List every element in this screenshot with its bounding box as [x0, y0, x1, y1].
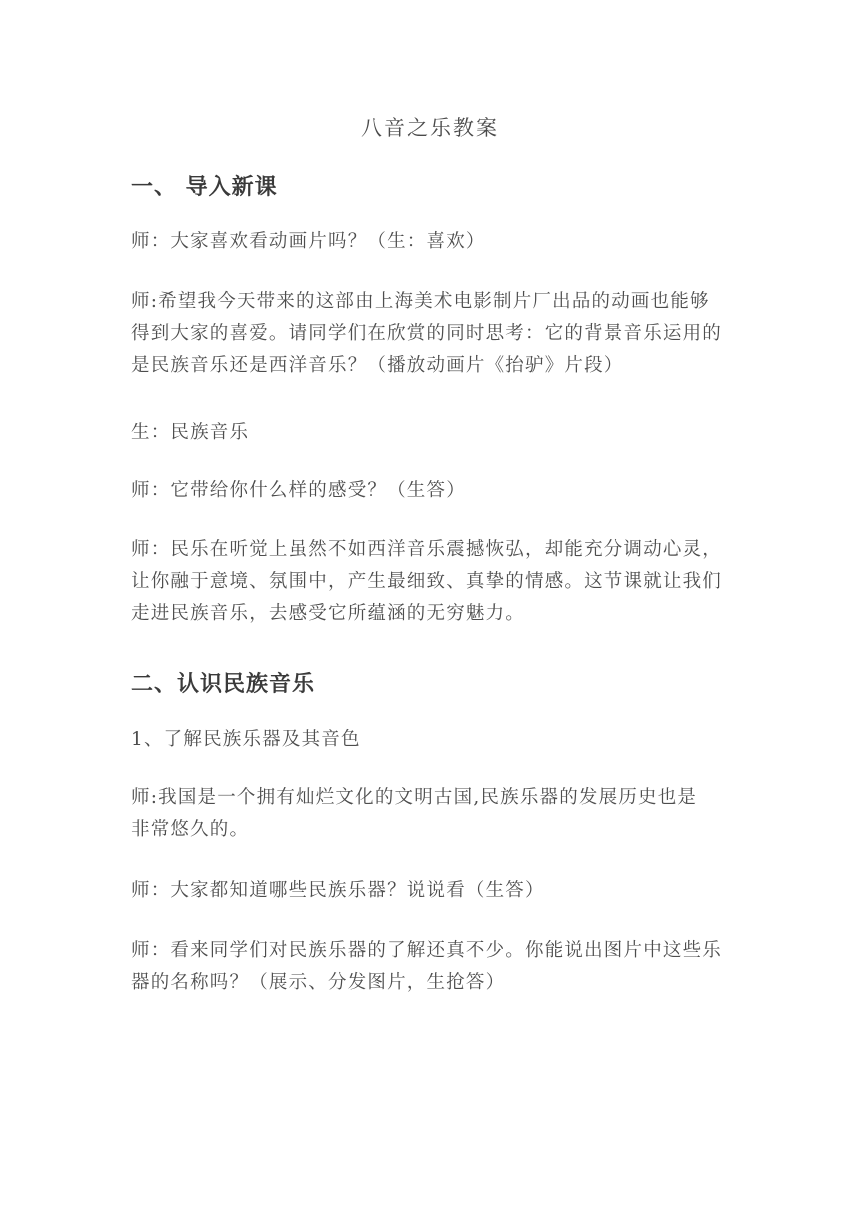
section-heading-recognize: 二、认识民族音乐 [131, 672, 316, 697]
paragraph [131, 935, 731, 999]
paragraph [131, 417, 731, 449]
paragraph [131, 782, 731, 846]
paragraph [131, 875, 731, 907]
section-heading-intro: 一、 导入新课 [131, 175, 278, 200]
paragraph [131, 226, 731, 258]
paragraph [131, 534, 731, 630]
paragraph-line: 师：看来同学们对民族乐器的了解还真不少。你能说出图片中这些乐 [131, 940, 723, 961]
paragraph [131, 286, 731, 382]
paragraph-line: 得到大家的喜爱。请同学们在欣赏的同时思考：它的背景音乐运用的 [131, 323, 723, 344]
paragraph-line: 器的名称吗？（展示、分发图片，生抢答） [131, 972, 506, 993]
paragraph-line: 师：它带给你什么样的感受？（生答） [131, 480, 466, 501]
paragraph-line: 师：大家喜欢看动画片吗？（生：喜欢） [131, 231, 486, 252]
paragraph-line: 师：民乐在听觉上虽然不如西洋音乐震撼恢弘，却能充分调动心灵， [131, 539, 723, 560]
paragraph-line: 1、了解民族乐器及其音色 [131, 729, 361, 750]
paragraph-line: 是民族音乐还是西洋音乐？（播放动画片《抬驴》片段） [131, 355, 624, 376]
paragraph-line: 走进民族音乐，去感受它所蕴涵的无穷魅力。 [131, 603, 526, 624]
paragraph [131, 475, 731, 507]
paragraph-line: 师:我国是一个拥有灿烂文化的文明古国,民族乐器的发展历史也是 [131, 787, 698, 808]
paragraph [131, 724, 731, 756]
document-title: 八音之乐教案 [361, 116, 499, 140]
paragraph-line: 生：民族音乐 [131, 422, 250, 443]
paragraph-line: 让你融于意境、氛围中，产生最细致、真挚的情感。这节课就让我们 [131, 571, 723, 592]
paragraph-line: 师:希望我今天带来的这部由上海美术电影制片厂出品的动画也能够 [131, 291, 710, 312]
paragraph-line: 师：大家都知道哪些民族乐器？说说看（生答） [131, 880, 545, 901]
paragraph-line: 非常悠久的。 [131, 819, 250, 840]
